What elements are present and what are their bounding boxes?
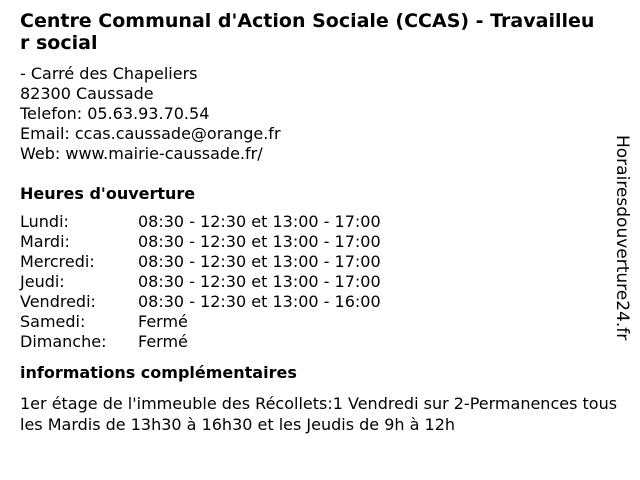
page-title: Centre Communal d'Action Sociale (CCAS) - Travailleur social: [20, 10, 595, 54]
time-value: 08:30 - 12:30 et 13:00 - 17:00: [138, 212, 381, 231]
web-text: Web: www.mairie-caussade.fr/: [20, 144, 263, 163]
hours-row-samedi: [20, 312, 600, 332]
info-text: 1er étage de l'immeuble des Récollets:1 Vendredi sur 2-Permanences tous les Mardis de 13h30 à 16h30 et les Jeudis de 9h à 12h: [20, 394, 618, 434]
site-watermark: Horairesdouverture24.fr: [612, 135, 632, 341]
day-label: Mardi:: [20, 232, 70, 251]
time-value: Fermé: [138, 332, 188, 351]
address-street: - Carré des Chapeliers: [20, 64, 198, 83]
time-value: 08:30 - 12:30 et 13:00 - 17:00: [138, 272, 381, 291]
hours-row-dimanche: [20, 332, 600, 352]
hours-row-vendredi: [20, 292, 600, 312]
address-city: 82300 Caussade: [20, 84, 154, 103]
hours-heading: Heures d'ouverture: [20, 184, 196, 203]
address-block: [20, 64, 600, 164]
day-label: Mercredi:: [20, 252, 95, 271]
phone-text: Telefon: 05.63.93.70.54: [20, 104, 210, 123]
email-text: Email: ccas.caussade@orange.fr: [20, 124, 281, 143]
main-content: [20, 10, 618, 435]
hours-row-mardi: [20, 232, 600, 252]
day-label: Lundi:: [20, 212, 69, 231]
hours-row-mercredi: [20, 252, 600, 272]
day-label: Samedi:: [20, 312, 86, 331]
day-label: Vendredi:: [20, 292, 96, 311]
time-value: 08:30 - 12:30 et 13:00 - 16:00: [138, 292, 381, 311]
time-value: 08:30 - 12:30 et 13:00 - 17:00: [138, 252, 381, 271]
hours-row-lundi: [20, 212, 600, 232]
day-label: Dimanche:: [20, 332, 107, 351]
hours-row-jeudi: [20, 272, 600, 292]
hours-table: [20, 212, 600, 352]
info-heading: informations complémentaires: [20, 363, 297, 382]
time-value: 08:30 - 12:30 et 13:00 - 17:00: [138, 232, 381, 251]
day-label: Jeudi:: [20, 272, 65, 291]
time-value: Fermé: [138, 312, 188, 331]
